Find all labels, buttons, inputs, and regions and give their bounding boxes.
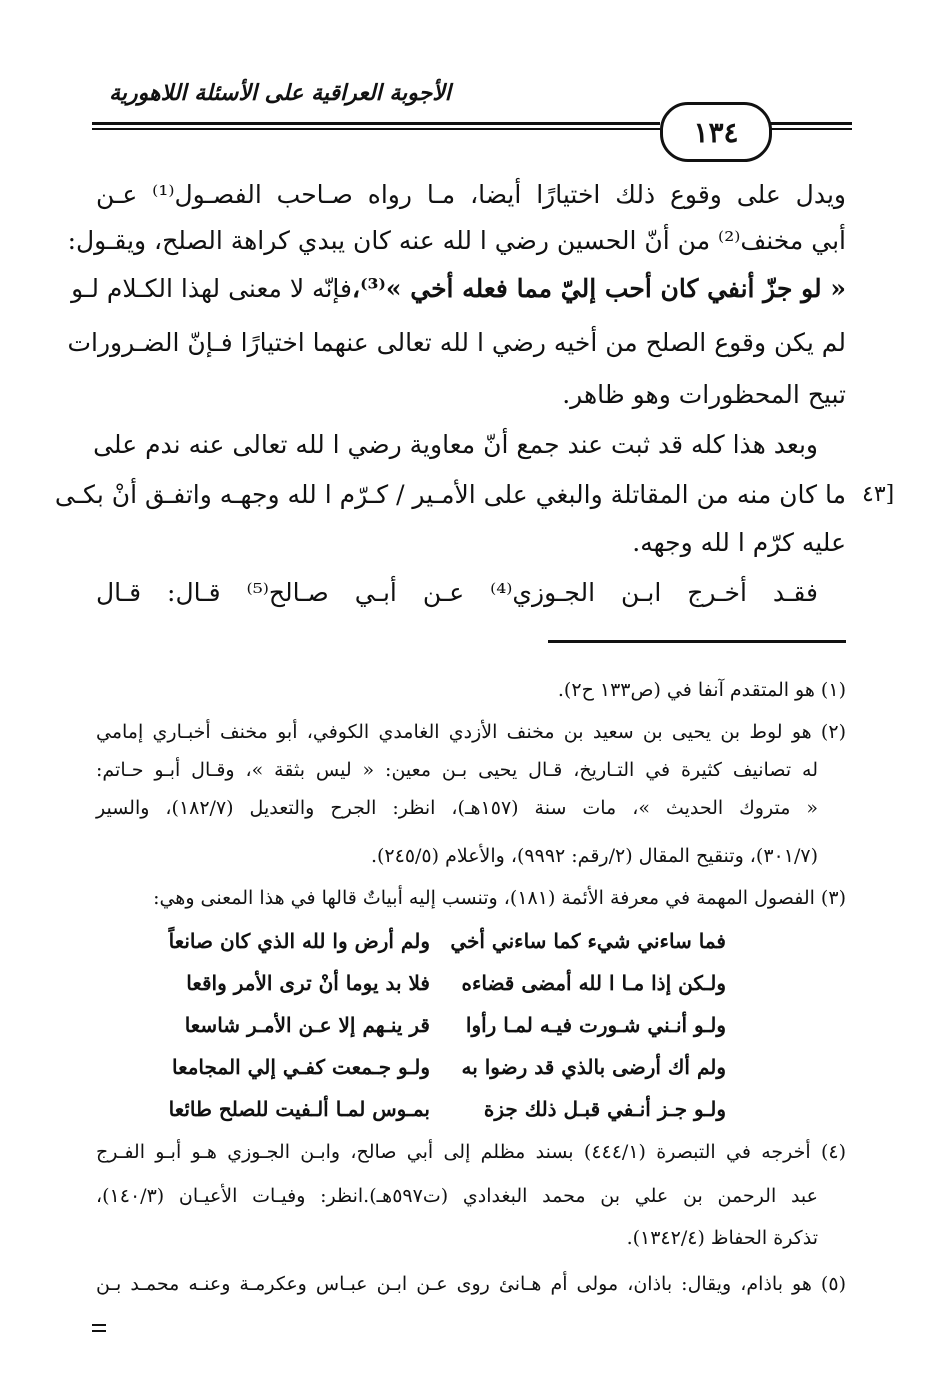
body-line-9: فقـد أخـرج ابـن الجـوزي⁽⁴⁾ عـن أبـي صـالح⁽⁵⁾ قـال: قـال: [96, 578, 818, 607]
verse-4-second: ولـو جـمعت كفـي إلي المجامعا: [171, 1055, 430, 1079]
body-line-7: ما كان منه من المقاتلة والبغي على الأمـير / كـرّم ا لله وجهـه واتفـق أنْ بكـى: [54, 480, 846, 509]
footnote-4-line-2: عبد الرحمن بن علي بن محمد البغدادي (ت٥٩٧هـ).انظر: وفيـات الأعيـان (١٤٠/٣)،: [96, 1185, 819, 1207]
body-line-2: أبي مخنف⁽²⁾ من أنّ الحسين رضي ا لله عنه كان يبدي كراهة الصلح، ويقـول:: [67, 226, 846, 255]
continuation-mark-bottom: [92, 1330, 106, 1332]
footnote-2-line-4: (٣٠١/٧)، وتنقيح المقال (٢/رقم: ٩٩٩٢)، والأعلام (٢٤٥/٥).: [370, 845, 818, 867]
running-title: الأجوبة العراقية على الأسئلة اللاهورية: [109, 80, 451, 106]
verse-2-first: ولـكن إذا مـا ا لله أمضى قضاءه: [461, 971, 726, 995]
header-rule-left-top: [92, 122, 660, 125]
continuation-mark-top: [92, 1324, 106, 1326]
footnote-4-line-1: (٤) أخرجه في التبصرة (٤٤٤/١) بسند مظلم إلى أبي صالح، وابـن الجـوزي هـو أبـو الفـرج: [96, 1141, 847, 1163]
page-number: ١٣٤: [660, 102, 772, 162]
verse-1-second: ولم أرض وا لله الذي كان صانعاً: [168, 929, 430, 953]
footnote-separator: [548, 640, 846, 643]
footnote-2-line-1: (٢) هو لوط بن يحيى بن سعيد بن مخنف الأزدي الغامدي الكوفي، أبو مخنف أخبـاري إمامي: [96, 721, 846, 743]
manuscript-folio-marker: [٤٣: [862, 482, 895, 507]
verse-5-second: بمـوس لمـا ألـفيت للصلح طائعا: [168, 1097, 430, 1121]
footnote-4-line-3: تذكرة الحفاظ (١٣٤٢/٤).: [626, 1227, 818, 1249]
header-rule-right-bottom: [766, 128, 852, 130]
body-line-3: [71, 274, 846, 304]
body-line-8: عليه كرّم ا لله وجهه.: [632, 528, 846, 557]
footnote-2-line-2: له تصانيف كثيرة في التـاريخ، قـال يحيى بـن معين: « ليس بثقة »، وقـال أبـو حـاتم:: [96, 759, 818, 781]
header-rule-right-top: [766, 122, 852, 125]
verse-3-second: قر ينـهم إلا عـن الأمـر شاسعا: [184, 1013, 430, 1037]
verse-5-first: ولـو جـز أنـفي قبـل ذلك جزة: [483, 1097, 726, 1121]
verse-3-first: ولـو أنـني شـورت فيـه لمـا رأوا: [465, 1013, 726, 1037]
footnote-2-line-3: « متروك الحديث »، مات سنة (١٥٧هـ)، انظر: الجرح والتعديل (١٨٢/٧)، والسير: [96, 797, 818, 819]
quoted-saying: « لو جزّ أنفي كان أحب إليّ مما فعله أخي »⁽³⁾،: [352, 274, 846, 303]
verse-4-first: ولم أك أرضى بالذي قد رضوا به: [461, 1055, 726, 1079]
body-line-1: ويدل على وقوع ذلك اختيارًا أيضا، مـا رواه صـاحب الفصـول⁽¹⁾ عـن: [96, 180, 846, 209]
verse-1-first: فما ساءني شيء كما ساءني أخي: [450, 929, 726, 953]
header-rule-left-bottom: [92, 128, 660, 130]
body-line-6: وبعد هذا كله قد ثبت عند جمع أنّ معاوية رضي ا لله تعالى عنه ندم على: [93, 430, 818, 459]
footnote-1: (١) هو المتقدم آنفا في (ص١٣٣ ح٢).: [557, 679, 846, 701]
verse-2-second: فلا بد يوما أنْ ترى الأمر واقعا: [186, 971, 430, 995]
body-line-3-rest: فإنّه لا معنى لهذا الكـلام لـو: [71, 274, 352, 303]
body-line-4: لم يكن وقوع الصلح من أخيه رضي ا لله تعالى عنهما اختيارًا فـإنّ الضـرورات: [67, 328, 846, 357]
body-line-5: تبيح المحظورات وهو ظاهر.: [562, 380, 846, 409]
footnote-3: (٣) الفصول المهمة في معرفة الأئمة (١٨١)، وتنسب إليه أبياتٌ قالها في هذا المعنى وهي:: [153, 887, 846, 909]
footnote-5: (٥) هو باذام، ويقال: باذان، مولى أم هـانئ روى عـن ابـن عبـاس وعكرمـة وعنـه محمـد بـن: [96, 1273, 846, 1295]
